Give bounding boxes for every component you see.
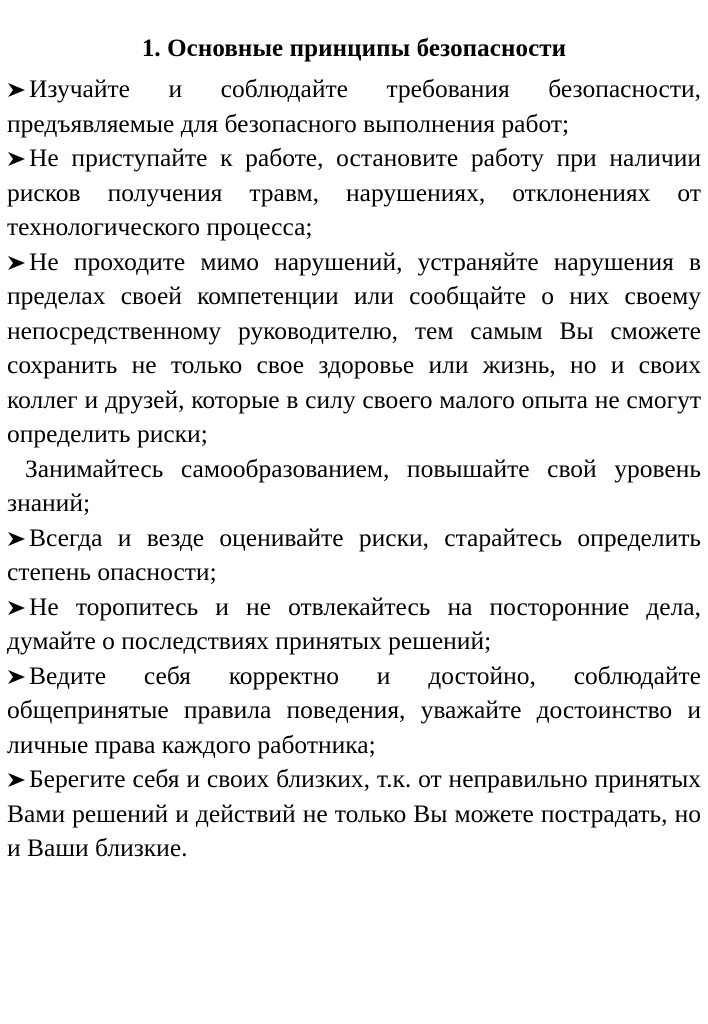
list-item bbox=[7, 141, 701, 245]
list-item bbox=[7, 590, 701, 659]
list-item-text: Изучайте и соблюдайте требования безопасности, предъявляемые для безопасного выполнения работ; bbox=[7, 74, 701, 138]
arrowhead-bullet-icon bbox=[7, 141, 29, 176]
principles-list bbox=[7, 72, 701, 866]
list-item-text: Всегда и везде оценивайте риски, старайтесь определить степень опасности; bbox=[7, 522, 701, 586]
list-item bbox=[7, 521, 701, 590]
list-item-text: Занимайтесь самообразованием, повышайте свой уровень знаний; bbox=[7, 453, 701, 517]
arrowhead-bullet-icon bbox=[7, 245, 29, 280]
list-item bbox=[7, 452, 701, 521]
list-item bbox=[7, 762, 701, 866]
list-item bbox=[7, 72, 701, 141]
list-item-text: Берегите себя и своих близких, т.к. от неправильно принятых Вами решений и действий не только Вы можете пострадать, но и Ваши близкие. bbox=[7, 764, 701, 862]
list-item-text: Ведите себя корректно и достойно, соблюдайте общепринятые правила поведения, уважайте достоинство и личные права каждого работника; bbox=[7, 660, 701, 759]
arrowhead-bullet-icon bbox=[7, 590, 29, 625]
arrowhead-bullet-icon bbox=[7, 72, 29, 107]
arrowhead-bullet-icon bbox=[7, 659, 29, 694]
arrowhead-bullet-icon bbox=[7, 521, 29, 556]
page-title: 1. Основные принципы безопасности bbox=[141, 35, 567, 62]
list-item-text: Не торопитесь и не отвлекайтесь на посторонние дела, думайте о последствиях принятых решений; bbox=[7, 591, 701, 655]
arrowhead-bullet-icon bbox=[7, 762, 29, 797]
list-item bbox=[7, 659, 701, 763]
list-item-text: Не проходите мимо нарушений, устраняйте нарушения в пределах своей компетенции или сообщайте о них своему непосредственному руководителю, тем самым Вы сможете сохранить не только свое здоровье или жизнь, но и своих коллег и друзей, которые в силу своего малого опыта не смогут определить риски; bbox=[7, 246, 701, 448]
list-item-text: Не приступайте к работе, остановите работу при наличии рисков получения травм, нарушениях, отклонениях от технологического процесса; bbox=[7, 143, 701, 241]
list-item bbox=[7, 245, 701, 452]
